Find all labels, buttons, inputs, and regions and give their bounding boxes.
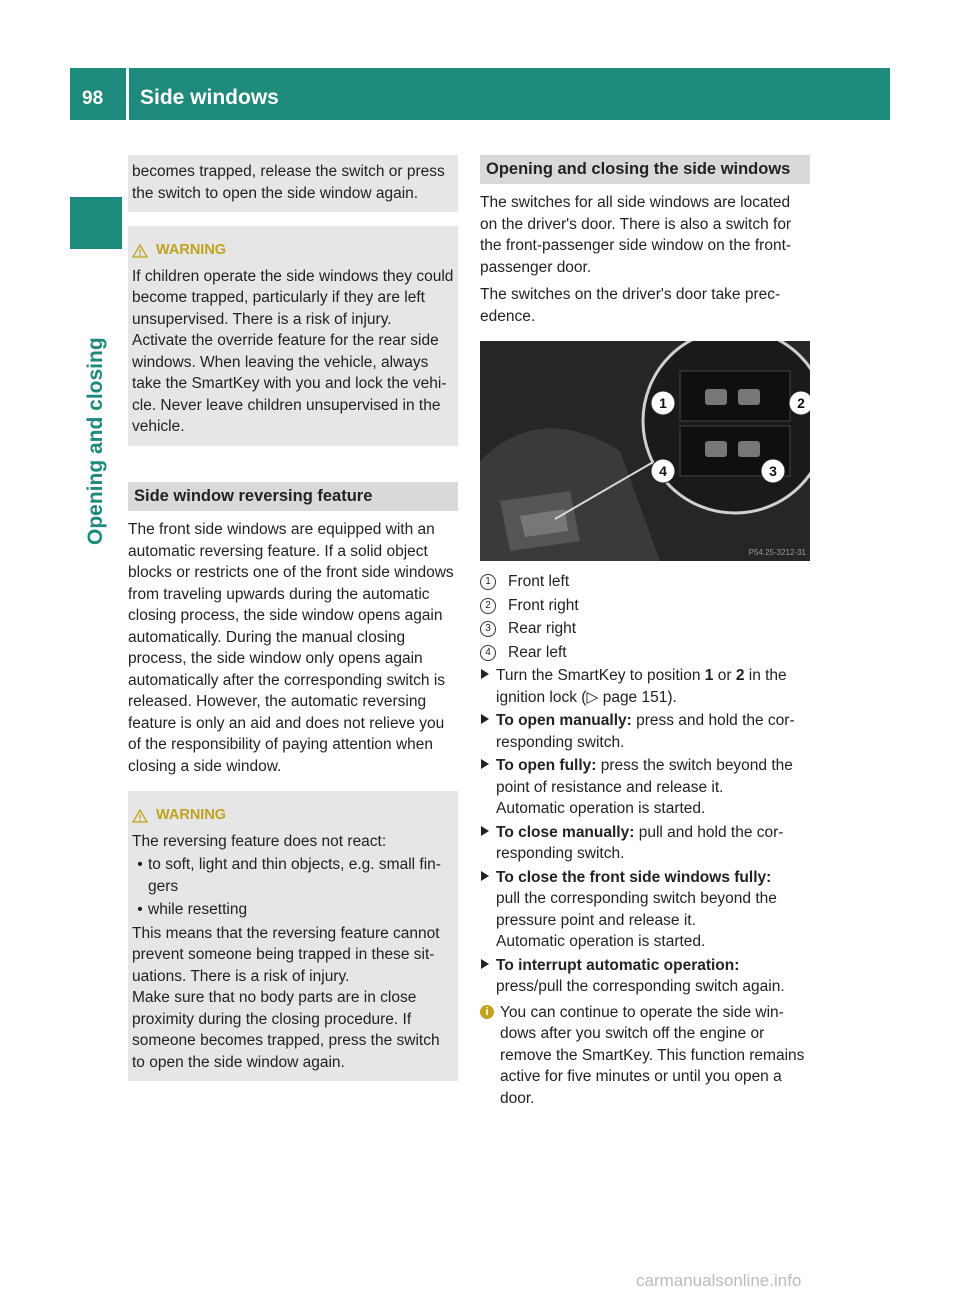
instruction-step [480, 710, 810, 753]
instruction-step [480, 822, 810, 865]
legend-item [480, 642, 810, 664]
warning-paragraph-2: Activate the override feature for the rear side windows. When leaving the vehicle, always take the SmartKey with you and lock the vehicle. Never leave children unsupervised in the vehicle. [132, 332, 447, 435]
step-text: To close manually: pull and hold the corresponding switch. [496, 823, 784, 862]
chapter-label: Opening and closing [84, 337, 107, 545]
page-number: 98 [82, 88, 104, 109]
callout-4: 4 [659, 463, 667, 479]
legend-label: Front left [508, 573, 570, 590]
instruction-step [480, 955, 810, 998]
list-item [132, 899, 454, 921]
figure-code: P54.25-3212-31 [748, 548, 806, 557]
arrow-right-icon [480, 665, 496, 708]
continued-line-1: becomes trapped, release the switch or press [132, 163, 445, 180]
legend-item [480, 618, 810, 640]
reversing-body: The front side windows are equipped with an automatic reversing feature. If a solid object blocks or restricts one of the front side windows from traveling upwards during the automatic closing process, the side window opens again automatically. During the manual closing process, the side window only opens again automatically after the corresponding switch is released. However, the automatic reversing feature is only an aid and does not relieve you of the responsibility of paying attention when closing a side window. [128, 521, 454, 775]
arrow-right-icon [480, 755, 496, 820]
callout-2: 2 [797, 395, 805, 411]
bullet-text: while resetting [148, 901, 248, 918]
watermark: carmanualsonline.info [636, 1271, 802, 1290]
warning-box-reversing [128, 791, 458, 1081]
warning-title [132, 805, 454, 827]
warning-paragraph-2: Make sure that no body parts are in close proximity during the closing procedure. If someone becomes trapped, press the switch to open the side window again. [132, 989, 440, 1071]
step-text: Turn the SmartKey to position 1 or 2 in the ignition lock (▷ page 151). [496, 667, 787, 706]
bullet-icon: • [137, 856, 143, 873]
legend-label: Rear right [508, 620, 577, 637]
page-reference-icon: ▷ [586, 688, 599, 706]
instruction-step [480, 665, 810, 708]
bullet-icon: • [137, 901, 143, 918]
page-title: Side windows [140, 86, 279, 109]
legend-number: 2 [480, 598, 496, 614]
legend-label: Rear left [508, 643, 567, 661]
legend-number: 1 [480, 574, 496, 590]
section-title-opening: Opening and closing the side windows [480, 155, 810, 184]
opening-paragraph-2: The switches on the driver's door take precedence. [480, 286, 781, 325]
arrow-right-icon [480, 955, 496, 998]
step-text: To interrupt automatic operation: press/pull the corresponding switch again. [496, 956, 785, 995]
left-column [128, 155, 458, 1081]
arrow-right-icon [480, 710, 496, 753]
section-title-reversing: Side window reversing feature [128, 482, 458, 512]
warning-paragraph-1: This means that the reversing feature cannot prevent someone being trapped in these situations. There is a risk of injury. [132, 924, 440, 985]
callout-1: 1 [659, 395, 667, 411]
warning-intro: The reversing feature does not react: [132, 832, 387, 850]
legend-item [480, 595, 810, 617]
instruction-step [480, 867, 810, 953]
arrow-right-icon [480, 822, 496, 865]
opening-paragraph-1: The switches for all side windows are located on the driver's door. There is also a switch for the front-passenger side window on the frontpassenger door. [480, 194, 792, 276]
bullet-text: to soft, light and thin objects, e.g. small fingers [148, 856, 441, 895]
info-icon: i [480, 1005, 494, 1019]
info-text: You can continue to operate the side windows after you switch off the engine or remove the SmartKey. This function remains active for five minutes or until you open a door. [500, 1003, 805, 1107]
chapter-tab [70, 197, 122, 249]
warning-paragraph-1: If children operate the side windows they could become trapped, particularly if they are left unsupervised. There is a risk of injury. [132, 267, 454, 328]
instruction-step [480, 755, 810, 820]
window-switch-illustration [480, 341, 810, 561]
legend-label: Front right [508, 596, 579, 614]
step-text: To open fully: press the switch beyond the point of resistance and release it. Automatic operation is started. [496, 757, 793, 817]
warning-triangle-icon [132, 244, 148, 258]
arrow-right-icon [480, 867, 496, 953]
step-text: To open manually: press and hold the corresponding switch. [496, 712, 795, 751]
warning-box-children [128, 226, 458, 446]
warning-title [132, 240, 454, 262]
legend-number: 3 [480, 621, 496, 637]
warning-triangle-icon [132, 809, 148, 823]
continued-warning-box [128, 155, 458, 212]
callout-3: 3 [769, 463, 777, 479]
list-item [132, 854, 454, 897]
continued-line-2: the switch to open the side window again. [132, 184, 419, 202]
window-switch-figure [480, 341, 810, 561]
legend-item [480, 571, 810, 593]
info-note [480, 1002, 810, 1110]
warning-title-text: WARNING [156, 242, 227, 258]
warning-title-text: WARNING [156, 807, 227, 823]
legend-number: 4 [480, 645, 496, 661]
step-text: To close the front side windows fully: pull the corresponding switch beyond the pressure point and release it. Automatic operation is started. [496, 868, 777, 950]
right-column [480, 155, 810, 1109]
header-separator [126, 68, 129, 120]
